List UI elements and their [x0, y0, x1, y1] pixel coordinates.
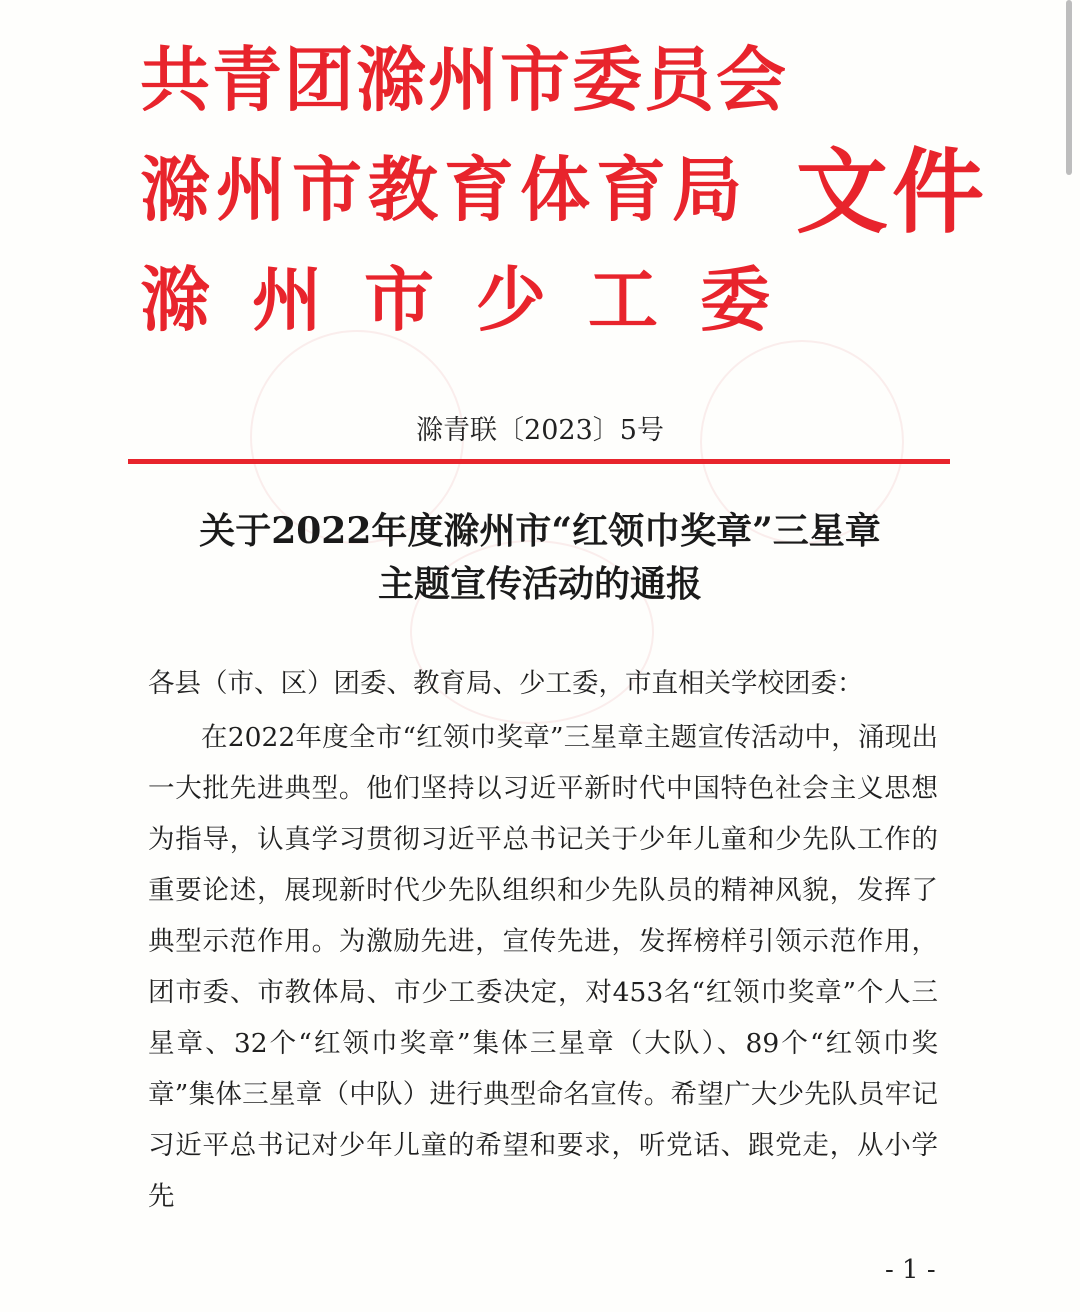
document-number: 滁青联〔2023〕5号	[416, 415, 664, 446]
header-org-line-1: 共青团滁州市委员会	[140, 39, 788, 121]
header-document-word: 文件	[796, 139, 989, 246]
document-title-line-1: 关于2022年度滁州市“红领巾奖章”三星章	[199, 510, 881, 552]
header-org-line-2: 滁州市教育体育局	[140, 149, 748, 231]
header-org-line-3: 滁州市少工委	[140, 259, 812, 341]
document-title-line-2: 主题宣传活动的通报	[377, 563, 702, 605]
red-divider-line	[128, 459, 950, 464]
salutation: 各县（市、区）团委、教育局、少工委，市直相关学校团委：	[148, 668, 864, 699]
scrollbar[interactable]	[1066, 0, 1072, 175]
page-number: - 1 -	[885, 1255, 936, 1285]
body-paragraph: 在2022年度全市“红领巾奖章”三星章主题宣传活动中，涌现出一大批先进典型。他们坚持以习近平新时代中国特色社会主义思想为指导，认真学习贯彻习近平总书记关于少年儿童和少先队工作的重要论述，展现新时代少先队组织和少先队员的精神风貌，发挥了典型示范作用。为激励先进，宣传先进，发挥榜样引领示范作用，团市委、市教体局、市少工委决定，对453名“红领巾奖章”个人三星章、32个“红领巾奖章”集体三星章（大队）、89个“红领巾奖章”集体三星章（中队）进行典型命名宣传。希望广大少先队员牢记习近平总书记对少年儿童的希望和要求，听党话、跟党走，从小学先	[148, 722, 938, 1212]
